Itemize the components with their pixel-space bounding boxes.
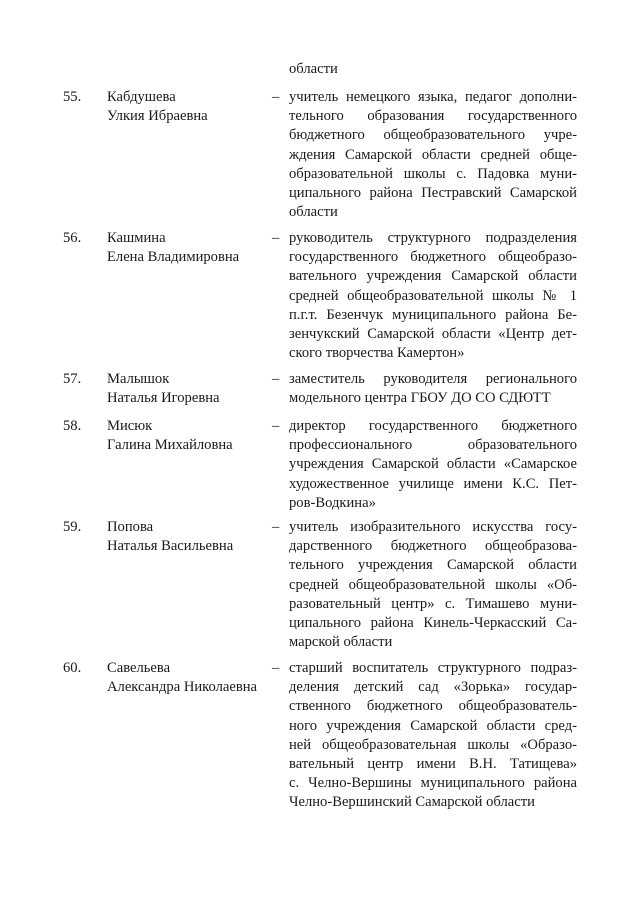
person-surname: Савельева [107,660,171,676]
description-line: разовательный центр» с. Тимашево муни- [289,595,577,612]
entry-number: 56. [63,230,82,246]
entry-number: 57. [63,371,82,387]
description-line: области [289,204,338,221]
description-line: вательный центр имени В.Н. Татищева» [289,756,577,773]
description-line: зенчукский Самарской области «Центр дет- [289,326,577,343]
description-line: Челно-Вершинский Самарской области [289,794,535,811]
entry-description [289,659,577,813]
entry-description [289,370,577,408]
description-line: учитель немецкого языка, педагог дополни- [289,89,577,105]
description-line: ного учреждения Самарской области сред- [289,717,577,734]
person-surname: Мисюк [107,418,153,434]
description-line: модельного центра ГБОУ ДО СО СДЮТТ [289,390,551,407]
description-line: вательного учреждения Самарской области [289,268,577,285]
person-given-names: Улкия Ибраевна [107,108,208,124]
entry-description [289,229,577,363]
description-line: художественное училище имени К.С. Пет- [289,475,577,492]
entry-description [289,60,577,79]
person-given-names: Александра Николаевна [107,679,258,695]
entry-dash: – [272,418,280,434]
description-line: учитель изобразительного искусства госу- [289,519,577,535]
description-line: п.г.т. Безенчук муниципального района Бе- [289,306,577,323]
person-given-names: Наталья Игоревна [107,390,220,406]
person-name [107,518,272,556]
description-line: образовательной школы с. Падовка муни- [289,165,577,182]
entry-dash: – [272,371,280,387]
person-name [107,659,272,697]
description-line: с. Челно-Вершины муниципального района [289,775,577,792]
person-surname: Кашмина [107,230,166,246]
description-line: старший воспитатель структурного подраз- [289,660,577,676]
description-line: профессионального образовательного [289,437,577,454]
description-line: тельного учреждения Самарской области [289,557,577,574]
description-line: деления детский сад «Зорька» государ- [289,679,577,696]
person-name [107,417,272,455]
person-surname: Кабдушева [107,89,176,105]
description-line: марской области [289,634,393,651]
description-line: области [289,61,338,77]
entry-description [289,417,577,513]
description-line: дарственного бюджетного общеобразова- [289,538,577,555]
entry-dash: – [272,519,280,535]
description-line: ров-Водкина» [289,494,376,511]
person-surname: Попова [107,519,154,535]
entry-dash: – [272,230,280,246]
description-line: ждения Самарской области средней обще- [289,146,577,163]
description-line: заместитель руководителя регионального [289,371,577,387]
description-line: ней общеобразовательная школы «Образо- [289,736,577,753]
person-name [107,88,272,126]
description-line: средней общеобразовательной школы № 1 [289,287,577,304]
description-line: директор государственного бюджетного [289,418,577,434]
entry-number: 55. [63,89,82,105]
entry-number: 59. [63,519,82,535]
person-given-names: Елена Владимировна [107,249,240,265]
description-line: бюджетного общеобразовательного учре- [289,127,577,144]
person-name [107,370,272,408]
entry-description [289,518,577,652]
description-line: ственного бюджетного общеобразователь- [289,698,577,715]
person-name [107,229,272,267]
entry-description [289,88,577,222]
entry-number: 58. [63,418,82,434]
person-given-names: Галина Михайловна [107,437,233,453]
entry-number: 60. [63,660,82,676]
description-line: ципального района Пестравский Самарской [289,185,577,202]
entry-dash: – [272,660,280,676]
description-line: ципального района Кинель-Черкасский Са- [289,615,577,632]
description-line: руководитель структурного подразделения [289,230,577,246]
description-line: государственного бюджетного общеобразо- [289,249,577,266]
entry-dash: – [272,89,280,105]
description-line: тельного образования государственного [289,108,577,125]
description-line: учреждения Самарской области «Самарское [289,456,577,473]
description-line: средней общеобразовательной школы «Об- [289,576,577,593]
person-surname: Малышок [107,371,170,387]
person-given-names: Наталья Васильевна [107,538,234,554]
description-line: ского творчества Камертон» [289,345,465,362]
